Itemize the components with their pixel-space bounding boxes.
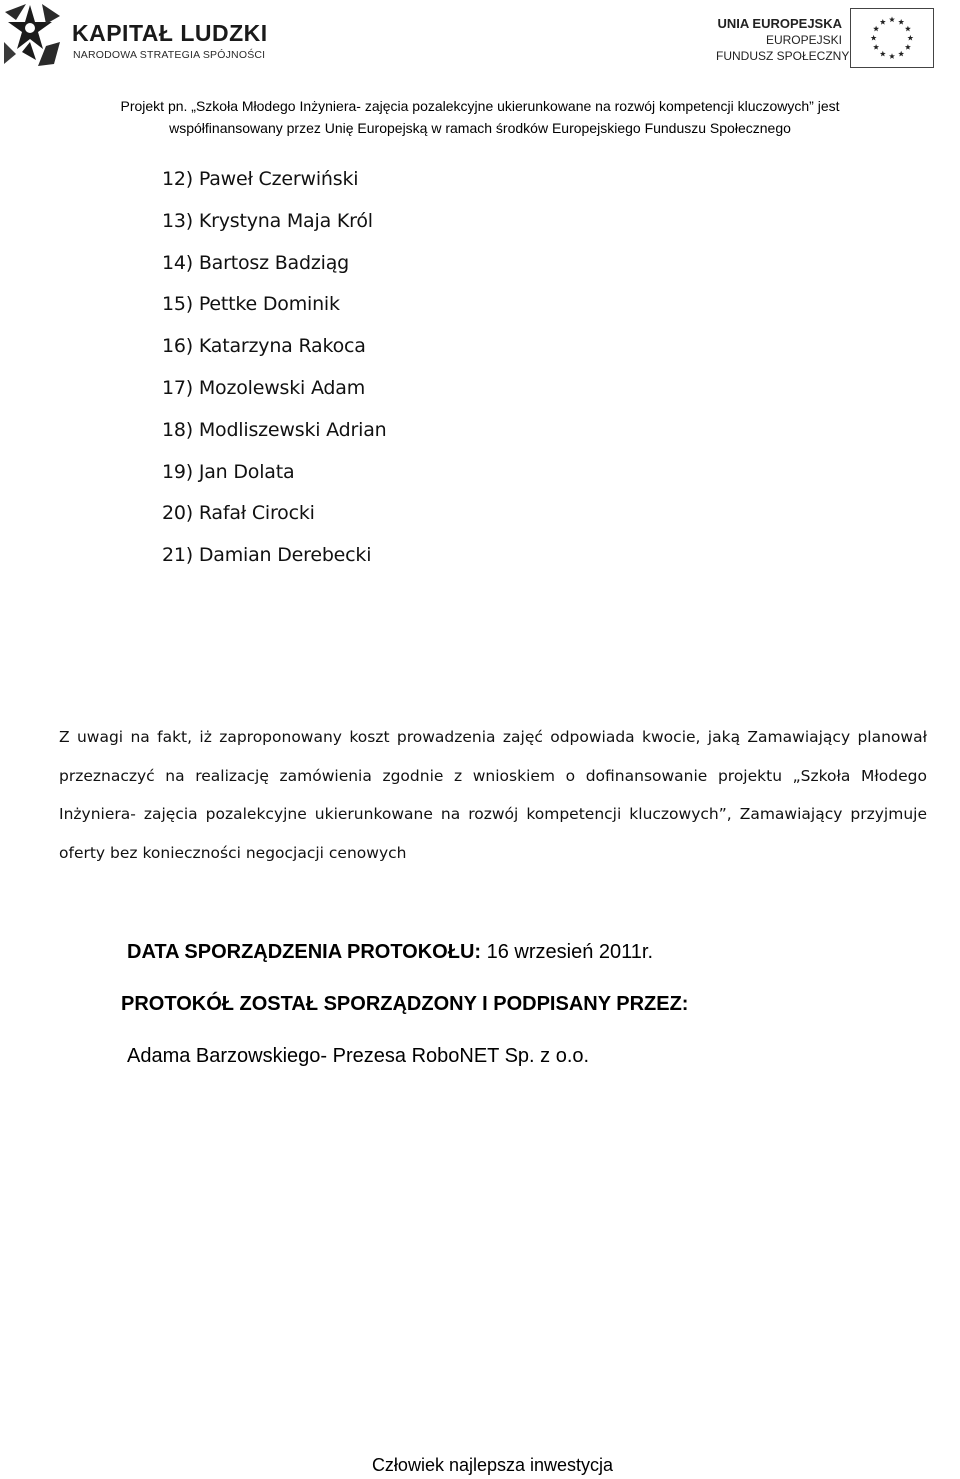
kapital-ludzki-emblem-icon [2,2,62,68]
kapital-ludzki-subtitle: NARODOWA STRATEGIA SPÓJNOŚCI [73,49,266,61]
eu-star-icon [905,26,911,32]
eu-line-1: UNIA EUROPEJSKA [717,16,842,31]
list-item: 18) Modliszewski Adrian [162,418,387,441]
eu-star-icon [905,44,911,50]
eu-star-icon [889,17,895,23]
eu-star-icon [898,19,904,25]
kapital-ludzki-logo [0,0,270,75]
participants-list [162,164,387,582]
eu-star-icon [907,35,913,41]
protocol-date-value: 16 wrzesień 2011r. [486,941,654,963]
list-item: 20) Rafał Cirocki [162,502,315,525]
eu-star-icon [880,19,886,25]
list-item: 13) Krystyna Maja Król [162,209,373,232]
eu-line-3: FUNDUSZ SPOŁECZNY [716,49,850,63]
project-caption-line-1: Projekt pn. „Szkoła Młodego Inżyniera- zajęcia pozalekcyjne ukierunkowane na rozwój kompetencji kluczowych” jest [120,98,840,114]
kapital-ludzki-title: KAPITAŁ LUDZKI [72,20,268,46]
eu-star-icon [889,53,895,59]
eu-star-icon [898,51,904,57]
eu-star-icon [873,26,879,32]
project-caption [0,95,960,139]
list-item: 21) Damian Derebecki [162,544,372,567]
eu-star-icon [880,51,886,57]
protocol-signed-label: PROTOKÓŁ ZOSTAŁ SPORZĄDZONY I PODPISANY PRZEZ: [121,993,689,1015]
project-caption-line-2: współfinansowany przez Unię Europejską w ramach środków Europejskiego Funduszu Społecznego [169,120,791,136]
protocol-date-line [127,941,653,964]
list-item: 15) Pettke Dominik [162,293,340,316]
list-item: 19) Jan Dolata [162,460,295,483]
decision-paragraph: Z uwagi na fakt, iż zaproponowany koszt prowadzenia zajęć odpowiada kwocie, jaką Zamawiający planował przeznaczyć na realizację zamówienia zgodnie z wnioskiem o dofinansowanie projektu „Szkoła Młodego Inżyniera- zajęcia pozalekcyjne ukierunkowane na rozwój kompetencji kluczowych”, Zamawiający przyjmuje oferty bez konieczności negocjacji cenowych [59,728,927,862]
eu-text-block [716,16,850,64]
eu-star-icon [873,44,879,50]
protocol-date-label: DATA SPORZĄDZENIA PROTOKOŁU: [127,941,482,963]
eu-star-icon [871,35,877,41]
list-item: 16) Katarzyna Rakoca [162,335,366,358]
eu-line-2: EUROPEJSKI [765,33,842,47]
list-item: 12) Paweł Czerwiński [162,168,359,190]
list-item: 14) Bartosz Badziąg [162,251,349,274]
footer-slogan: Człowiek najlepsza inwestycja [371,1455,614,1475]
eu-logo [716,8,952,72]
list-item: 17) Mozolewski Adam [162,376,366,399]
protocol-signer: Adama Barzowskiego- Prezesa RoboNET Sp. z o.o. [127,1045,590,1067]
eu-flag-icon [850,8,934,68]
